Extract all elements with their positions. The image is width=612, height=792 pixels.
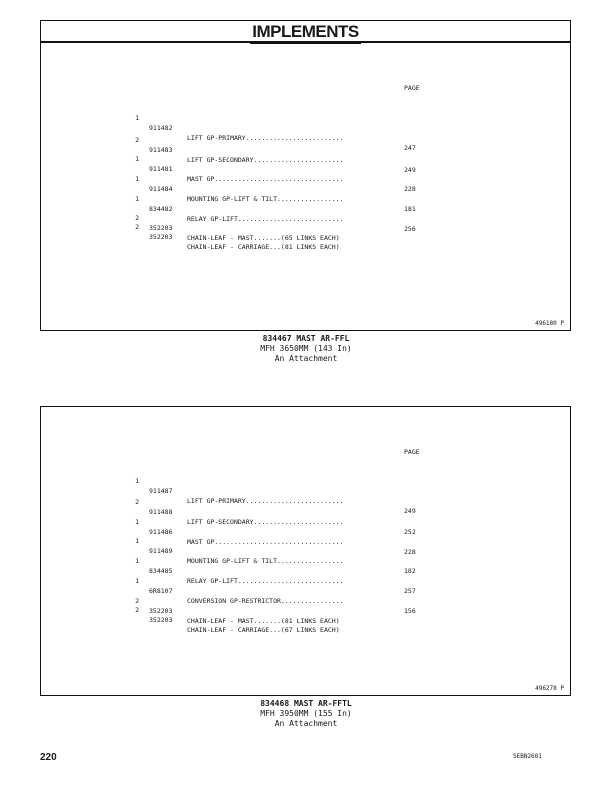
description-cell: LIFT GP-SECONDARY....................... xyxy=(187,518,344,526)
figure-caption-line: An Attachment xyxy=(274,354,338,363)
part-number-cell: 911483 xyxy=(149,146,173,154)
qty-cell: 1 xyxy=(135,155,139,163)
part-number-cell: 911487 xyxy=(149,487,173,495)
page-cell: 249 xyxy=(404,507,416,515)
qty-cell: 2 xyxy=(135,606,139,614)
qty-cell: 1 xyxy=(135,477,139,485)
page-column-header: PAGE xyxy=(404,84,420,92)
qty-cell: 2 xyxy=(135,136,139,144)
part-number-cell: 352203 xyxy=(149,233,173,241)
page-column-header: PAGE xyxy=(404,448,420,456)
part-number-cell: 352203 xyxy=(149,607,173,615)
description-cell: MAST GP................................. xyxy=(187,175,344,183)
page-cell: 228 xyxy=(404,185,416,193)
page-cell: 156 xyxy=(404,607,416,615)
qty-cell: 2 xyxy=(135,214,139,222)
page-cell: 182 xyxy=(404,567,416,575)
description-cell: CHAIN-LEAF - MAST.......(65 LINKS EACH) xyxy=(187,234,340,242)
qty-cell: 1 xyxy=(135,175,139,183)
page-number: 220 xyxy=(40,752,57,763)
part-number-cell: 911489 xyxy=(149,547,173,555)
part-number-cell: 911488 xyxy=(149,508,173,516)
description-cell: MAST GP................................. xyxy=(187,538,344,546)
qty-cell: 1 xyxy=(135,577,139,585)
figure-caption-title: 834467 MAST AR-FFL xyxy=(262,334,350,343)
qty-cell: 2 xyxy=(135,223,139,231)
figure-reference: 496180 P xyxy=(535,320,564,327)
qty-cell: 1 xyxy=(135,537,139,545)
description-cell: LIFT GP-PRIMARY......................... xyxy=(187,497,344,505)
qty-cell: 1 xyxy=(135,195,139,203)
page-cell: 247 xyxy=(404,144,416,152)
part-number-cell: 834482 xyxy=(149,205,173,213)
part-number-cell: 911482 xyxy=(149,124,173,132)
figure-caption-title: 834468 MAST AR-FFTL xyxy=(260,699,352,708)
page-cell: 256 xyxy=(404,225,416,233)
page-cell: 181 xyxy=(404,205,416,213)
figure-caption-line: An Attachment xyxy=(274,719,338,728)
figure-caption-line: MFH 3950MM (155 In) xyxy=(260,709,352,718)
part-number-cell: 6R8107 xyxy=(149,587,173,595)
title-bar xyxy=(40,20,571,42)
part-number-cell: 911486 xyxy=(149,528,173,536)
description-cell: CHAIN-LEAF - MAST.......(81 LINKS EACH) xyxy=(187,617,340,625)
qty-cell: 2 xyxy=(135,597,139,605)
description-cell: CONVERSION GP-RESTRICTOR................ xyxy=(187,597,344,605)
description-cell: LIFT GP-PRIMARY......................... xyxy=(187,134,344,142)
part-number-cell: 352203 xyxy=(149,224,173,232)
description-cell: MOUNTING GP-LIFT & TILT................. xyxy=(187,195,344,203)
part-number-cell: 911481 xyxy=(149,165,173,173)
page-title xyxy=(41,21,570,43)
part-number-cell: 911484 xyxy=(149,185,173,193)
part-number-cell: 834485 xyxy=(149,567,173,575)
part-number-cell: 352203 xyxy=(149,616,173,624)
description-cell: RELAY GP-LIFT........................... xyxy=(187,215,344,223)
parts-panel-1 xyxy=(40,42,571,331)
document-code: SEBN2681 xyxy=(513,753,542,760)
page-cell: 228 xyxy=(404,548,416,556)
qty-cell: 1 xyxy=(135,518,139,526)
page-title-text: IMPLEMENTS xyxy=(250,22,360,44)
page-cell: 257 xyxy=(404,587,416,595)
figure-reference: 496278 P xyxy=(535,685,564,692)
description-cell: LIFT GP-SECONDARY....................... xyxy=(187,156,344,164)
qty-cell: 2 xyxy=(135,498,139,506)
figure-caption-line: MFH 3650MM (143 In) xyxy=(260,344,352,353)
qty-cell: 1 xyxy=(135,557,139,565)
description-cell: RELAY GP-LIFT........................... xyxy=(187,577,344,585)
page-cell: 249 xyxy=(404,166,416,174)
parts-panel-2 xyxy=(40,406,571,696)
qty-cell: 1 xyxy=(135,114,139,122)
description-cell: CHAIN-LEAF - CARRIAGE...(81 LINKS EACH) xyxy=(187,243,340,251)
description-cell: CHAIN-LEAF - CARRIAGE...(67 LINKS EACH) xyxy=(187,626,340,634)
description-cell: MOUNTING GP-LIFT & TILT................. xyxy=(187,557,344,565)
page-cell: 252 xyxy=(404,528,416,536)
